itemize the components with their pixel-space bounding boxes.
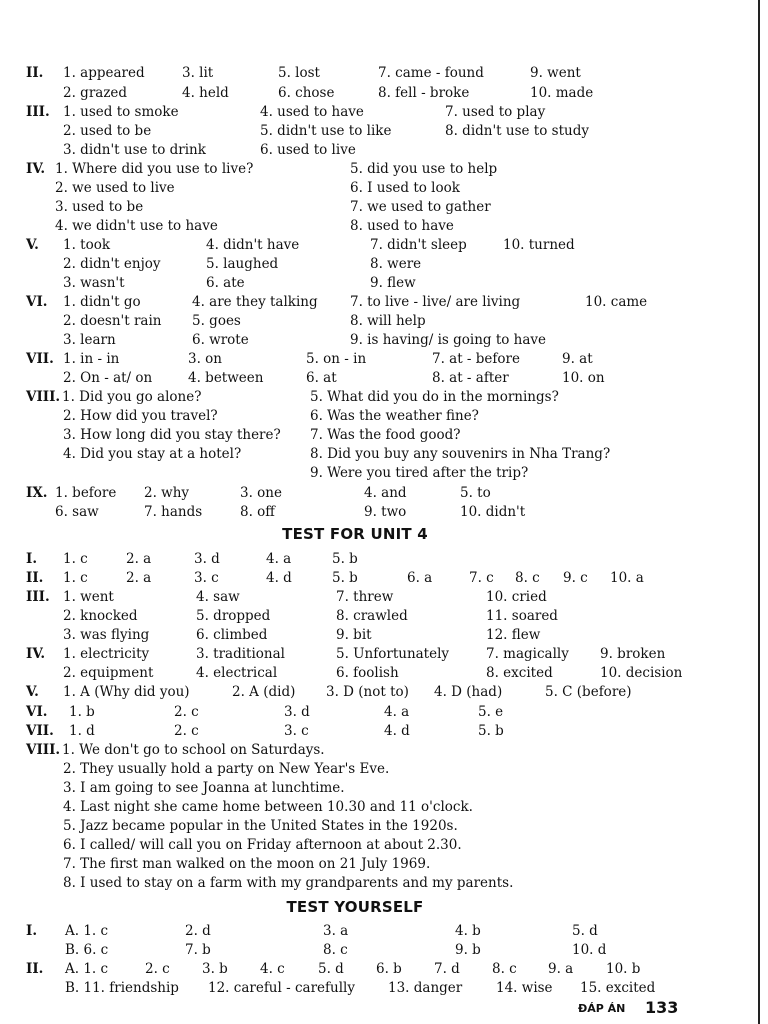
answer-item: 5. d (572, 923, 598, 939)
answer-item: 4. between (188, 370, 264, 386)
answer-item: 1. c (63, 570, 88, 586)
answer-item: 4. c (260, 961, 285, 977)
answer-item: B. 11. friendship (65, 980, 179, 996)
answer-item: 8. excited (486, 665, 553, 681)
answer-item: 2. A (did) (232, 684, 296, 700)
answer-item: 10. cried (486, 589, 547, 605)
answer-item: 9. a (548, 961, 574, 977)
answer-item: 8. c (323, 942, 348, 958)
footer-label: ĐÁP ÁN (578, 1002, 626, 1015)
answer-item: 15. excited (580, 980, 656, 996)
section-heading: TEST YOURSELF (286, 898, 424, 916)
answer-item: 3. d (284, 704, 310, 720)
answer-item: 1. A (Why did you) (63, 684, 190, 700)
answer-item: 1. didn't go (63, 294, 141, 310)
answer-item: 6. I called/ will call you on Friday afternoon at about 2.30. (63, 837, 462, 853)
answer-item: 1. b (69, 704, 95, 720)
answer-item: 7. hands (144, 504, 203, 520)
answer-item: 9. Were you tired after the trip? (310, 465, 529, 481)
answer-item: 2. didn't enjoy (63, 256, 161, 272)
answer-item: 10. didn't (460, 504, 526, 520)
answer-item: 1. took (63, 237, 111, 253)
answer-item: 9. c (563, 570, 588, 586)
answer-item: 7. Was the food good? (310, 427, 461, 443)
answer-item: 3. used to be (55, 199, 144, 215)
answer-item: 3. lit (182, 65, 214, 81)
answer-item: 7. magically (486, 646, 569, 662)
answer-item: 3. was flying (63, 627, 150, 643)
answer-item: 10. turned (503, 237, 575, 253)
answer-item: 7. c (469, 570, 494, 586)
answer-item: 6. at (306, 370, 337, 386)
answer-item: 5. lost (278, 65, 320, 81)
answer-item: 6. foolish (336, 665, 399, 681)
answer-item: 2. doesn't rain (63, 313, 162, 329)
answer-item: 5. b (332, 570, 358, 586)
answer-item: 7. used to play (445, 104, 546, 120)
answer-item: 6. wrote (192, 332, 249, 348)
answer-item: 3. How long did you stay there? (63, 427, 281, 443)
answer-item: 5. didn't use to like (260, 123, 392, 139)
answer-item: 7. d (434, 961, 460, 977)
answer-item: 2. c (174, 704, 199, 720)
answer-item: 10. came (585, 294, 648, 310)
answer-item: 4. d (266, 570, 292, 586)
answer-item: 10. a (610, 570, 644, 586)
answer-item: 7. at - before (432, 351, 520, 367)
answer-item: 5. goes (192, 313, 241, 329)
answer-item: 5. C (before) (545, 684, 632, 700)
answer-item: 2. c (145, 961, 170, 977)
page-number: 133 (645, 998, 679, 1017)
answer-item: 5. did you use to help (350, 161, 498, 177)
answer-item: 5. dropped (196, 608, 271, 624)
section-number: VI. (26, 294, 48, 310)
answer-item: 10. b (606, 961, 641, 977)
answer-item: 2. a (126, 570, 152, 586)
answer-item: 2. why (144, 485, 190, 501)
answer-item: 4. held (182, 85, 229, 101)
section-number: I. (26, 551, 38, 567)
answer-item: 1. d (69, 723, 95, 739)
answer-item: 5. to (460, 485, 491, 501)
answer-item: A. 1. c (65, 961, 109, 977)
answer-item: 9. flew (370, 275, 416, 291)
answer-item: 8. Did you buy any souvenirs in Nha Trang? (310, 446, 611, 462)
answer-item: 4. d (384, 723, 410, 739)
section-number: II. (26, 570, 44, 586)
answer-item: 4. are they talking (192, 294, 318, 310)
section-number: VIII. (26, 389, 61, 405)
answer-item: 2. a (126, 551, 152, 567)
answer-item: 4. we didn't use to have (55, 218, 218, 234)
answer-item: 4. didn't have (206, 237, 300, 253)
answer-item: 7. came - found (378, 65, 484, 81)
section-number: II. (26, 65, 44, 81)
answer-item: 4. electrical (196, 665, 278, 681)
answer-item: 3. on (188, 351, 222, 367)
answer-item: 5. Unfortunately (336, 646, 450, 662)
answer-item: 8. c (492, 961, 517, 977)
answer-item: 10. on (562, 370, 605, 386)
section-number: V. (26, 684, 39, 700)
answer-item: 1. went (63, 589, 114, 605)
answer-item: 5. What did you do in the mornings? (310, 389, 559, 405)
section-number: VII. (26, 723, 54, 739)
answer-item: 5. Jazz became popular in the United States in the 1920s. (63, 818, 458, 834)
answer-item: 1. We don't go to school on Saturdays. (62, 742, 325, 758)
answer-item: 2. we used to live (55, 180, 175, 196)
answer-item: 1. before (55, 485, 117, 501)
section-number: III. (26, 104, 50, 120)
answer-item: 11. soared (486, 608, 558, 624)
answer-item: 7. didn't sleep (370, 237, 467, 253)
answer-item: 14. wise (496, 980, 553, 996)
answer-item: 1. c (63, 551, 88, 567)
answer-item: 7. b (185, 942, 211, 958)
answer-item: 3. c (284, 723, 309, 739)
answer-item: 8. will help (350, 313, 426, 329)
right-margin-rule (758, 0, 760, 1024)
section-number: IX. (26, 485, 48, 501)
answer-item: 2. On - at/ on (63, 370, 153, 386)
answer-item: 6. climbed (196, 627, 268, 643)
answer-item: 9. broken (600, 646, 666, 662)
answer-item: 9. is having/ is going to have (350, 332, 547, 348)
section-number: III. (26, 589, 50, 605)
answer-item: 3. d (194, 551, 220, 567)
section-number: II. (26, 961, 44, 977)
answer-item: 1. electricity (63, 646, 150, 662)
answer-item: 6. chose (278, 85, 335, 101)
section-number: I. (26, 923, 38, 939)
answer-item: 2. grazed (63, 85, 128, 101)
section-number: IV. (26, 646, 46, 662)
answer-item: 4. Did you stay at a hotel? (63, 446, 242, 462)
answer-item: 8. used to have (350, 218, 454, 234)
answer-item: 2. They usually hold a party on New Year's Eve. (63, 761, 390, 777)
answer-item: 2. used to be (63, 123, 152, 139)
answer-item: 3. traditional (196, 646, 285, 662)
section-number: VII. (26, 351, 54, 367)
answer-item: 5. b (332, 551, 358, 567)
answer-item: 8. at - after (432, 370, 509, 386)
answer-item: 7. The first man walked on the moon on 21 July 1969. (63, 856, 431, 872)
answer-item: 3. I am going to see Joanna at lunchtime. (63, 780, 345, 796)
answer-item: 9. b (455, 942, 481, 958)
answer-item: 7. threw (336, 589, 394, 605)
answer-item: 4. b (455, 923, 481, 939)
answer-item: 3. one (240, 485, 282, 501)
answer-item: 3. D (not to) (326, 684, 409, 700)
answer-item: 5. e (478, 704, 504, 720)
answer-item: 2. d (185, 923, 211, 939)
answer-item: 8. didn't use to study (445, 123, 589, 139)
answer-item: 2. equipment (63, 665, 154, 681)
answer-item: 6. I used to look (350, 180, 460, 196)
answer-item: 3. learn (63, 332, 116, 348)
answer-item: 5. b (478, 723, 504, 739)
answer-item: 3. b (202, 961, 228, 977)
answer-item: 6. Was the weather fine? (310, 408, 479, 424)
answer-item: 8. off (240, 504, 275, 520)
answer-item: 2. How did you travel? (63, 408, 218, 424)
section-number: V. (26, 237, 39, 253)
answer-item: 4. D (had) (434, 684, 503, 700)
answer-item: 7. to live - live/ are living (350, 294, 521, 310)
answer-item: 2. c (174, 723, 199, 739)
answer-item: 3. wasn't (63, 275, 125, 291)
answer-item: 8. crawled (336, 608, 408, 624)
section-heading: TEST FOR UNIT 4 (282, 525, 428, 543)
answer-item: 1. appeared (63, 65, 145, 81)
answer-item: 9. two (364, 504, 407, 520)
section-number: VI. (26, 704, 48, 720)
answer-item: 10. decision (600, 665, 683, 681)
answer-item: 6. ate (206, 275, 245, 291)
answer-item: 12. flew (486, 627, 541, 643)
answer-item: 6. used to live (260, 142, 356, 158)
answer-item: 1. Did you go alone? (62, 389, 202, 405)
answer-item: 4. and (364, 485, 407, 501)
answer-item: 4. Last night she came home between 10.30 and 11 o'clock. (63, 799, 473, 815)
answer-item: 4. saw (196, 589, 240, 605)
answer-item: 5. d (318, 961, 344, 977)
answer-item: 13. danger (388, 980, 463, 996)
answer-item: 8. fell - broke (378, 85, 470, 101)
answer-item: 5. laughed (206, 256, 279, 272)
answer-item: 4. used to have (260, 104, 364, 120)
answer-item: 1. used to smoke (63, 104, 179, 120)
answer-item: 9. at (562, 351, 593, 367)
answer-item: 8. c (515, 570, 540, 586)
answer-item: 5. on - in (306, 351, 367, 367)
answer-item: 10. made (530, 85, 594, 101)
answer-item: 1. in - in (63, 351, 120, 367)
answer-item: 6. saw (55, 504, 99, 520)
answer-item: 9. went (530, 65, 581, 81)
answer-item: 8. I used to stay on a farm with my grandparents and my parents. (63, 875, 514, 891)
answer-item: 10. d (572, 942, 607, 958)
answer-item: 12. careful - carefully (208, 980, 355, 996)
answer-item: 9. bit (336, 627, 372, 643)
section-number: IV. (26, 161, 46, 177)
answer-item: 6. b (376, 961, 402, 977)
answer-item: 3. didn't use to drink (63, 142, 206, 158)
answer-item: B. 6. c (65, 942, 109, 958)
answer-item: 6. a (407, 570, 433, 586)
answer-item: 1. Where did you use to live? (55, 161, 254, 177)
answer-item: 7. we used to gather (350, 199, 491, 215)
answer-item: 3. a (323, 923, 349, 939)
answer-item: 4. a (266, 551, 292, 567)
answer-item: 2. knocked (63, 608, 138, 624)
answer-item: 8. were (370, 256, 422, 272)
section-number: VIII. (26, 742, 61, 758)
answer-item: 3. c (194, 570, 219, 586)
answer-item: A. 1. c (65, 923, 109, 939)
answer-item: 4. a (384, 704, 410, 720)
